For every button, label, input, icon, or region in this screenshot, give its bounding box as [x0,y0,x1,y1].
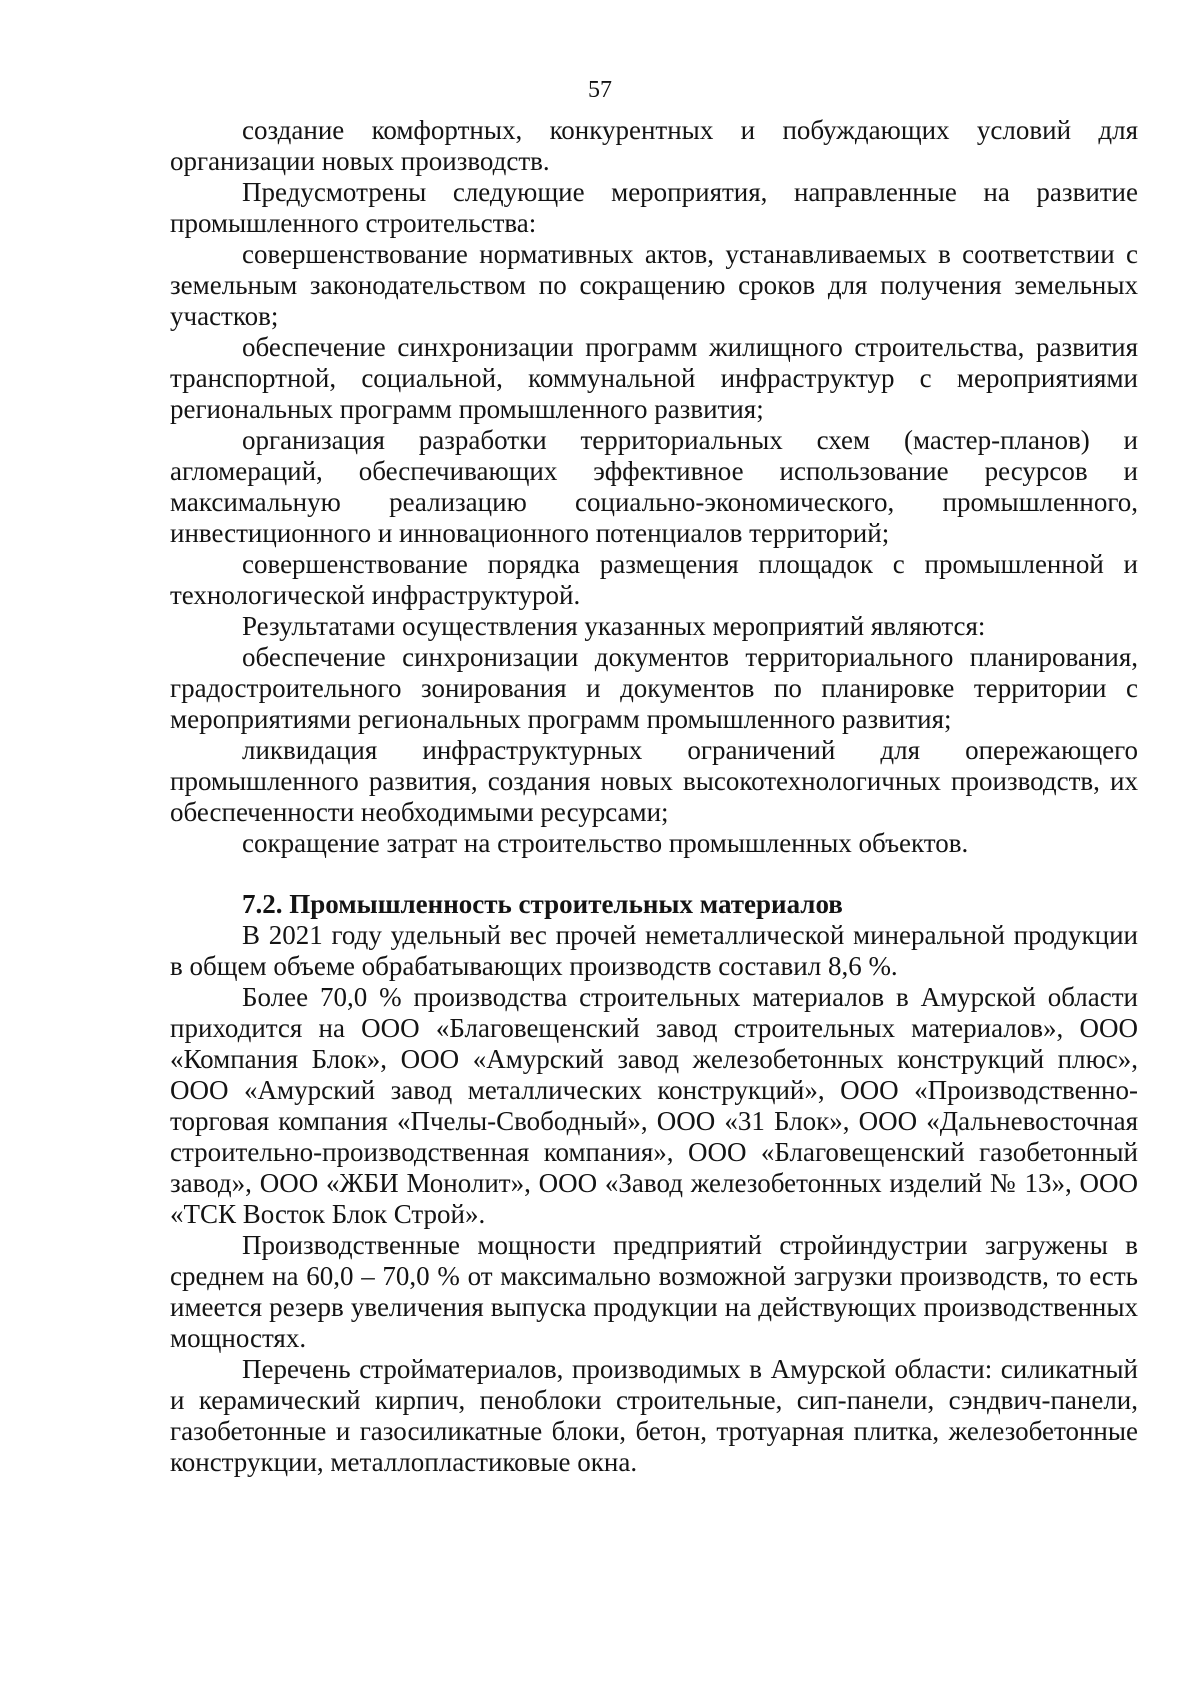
paragraph-measure-synchronization: обеспечение синхронизации программ жилищного строительства, развития транспортной, социальной, коммунальной инфраструктур с мероприятиями региональных программ промышленного развития; [170,332,1138,424]
page-number: 57 [588,77,612,103]
paragraph-producers: Более 70,0 % производства строительных материалов в Амурской области приходится на ООО «Благовещенский завод строительных материалов», ООО «Компания Блок», ООО «Амурский завод железобетонных конструкций плюс», ООО «Амурский завод металлических конструкций», ООО «Производственно-торговая компания «Пчелы-Свободный», ООО «31 Блок», ООО «Дальневосточная строительно-производственная компания», ООО «Благовещенский газобетонный завод», ООО «ЖБИ Монолит», ООО «Завод железобетонных изделий № 13», ООО «ТСК Восток Блок Строй». [170,982,1138,1229]
paragraph-results-intro: Результатами осуществления указанных мероприятий являются: [242,611,986,641]
paragraph-result-costs: сокращение затрат на строительство промышленных объектов. [242,828,969,858]
paragraph-result-documents: обеспечение синхронизации документов территориального планирования, градостроительного зонирования и документов по планировке территории с мероприятиями региональных программ промышленного развития; [170,642,1138,734]
paragraph-continuation: создание комфортных, конкурентных и побуждающих условий для организации новых производств. [170,115,1138,176]
paragraph-measure-master-plans: организация разработки территориальных схем (мастер-планов) и агломераций, обеспечивающих эффективное использование ресурсов и максимальную реализацию социально-экономического, промышленного, инвестиционного и инновационного потенциалов территорий; [170,425,1138,548]
section-heading: 7.2. Промышленность строительных материалов [242,889,843,919]
paragraph-measure-sites: совершенствование порядка размещения площадок с промышленной и технологической инфраструктурой. [170,549,1138,610]
paragraph-share-2021: В 2021 году удельный вес прочей неметаллической минеральной продукции в общем объеме обрабатывающих производств составил 8,6 %. [170,920,1138,981]
paragraph-measures-intro: Предусмотрены следующие мероприятия, направленные на развитие промышленного строительства: [170,177,1138,238]
paragraph-measure-regulations: совершенствование нормативных актов, устанавливаемых в соответствии с земельным законодательством по сокращению сроков для получения земельных участков; [170,239,1138,331]
paragraph-capacity: Производственные мощности предприятий стройиндустрии загружены в среднем на 60,0 – 70,0 % от максимально возможной загрузки производств, то есть имеется резерв увеличения выпуска продукции на действующих производственных мощностях. [170,1230,1138,1353]
paragraph-result-infrastructure: ликвидация инфраструктурных ограничений для опережающего промышленного развития, создания новых высокотехнологичных производств, их обеспеченности необходимыми ресурсами; [170,735,1138,827]
document-body [170,115,1138,1478]
paragraph-materials-list: Перечень стройматериалов, производимых в Амурской области: силикатный и керамический кирпич, пеноблоки строительные, сип-панели, сэндвич-панели, газобетонные и газосиликатные блоки, бетон, тротуарная плитка, железобетонные конструкции, металлопластиковые окна. [170,1354,1138,1477]
